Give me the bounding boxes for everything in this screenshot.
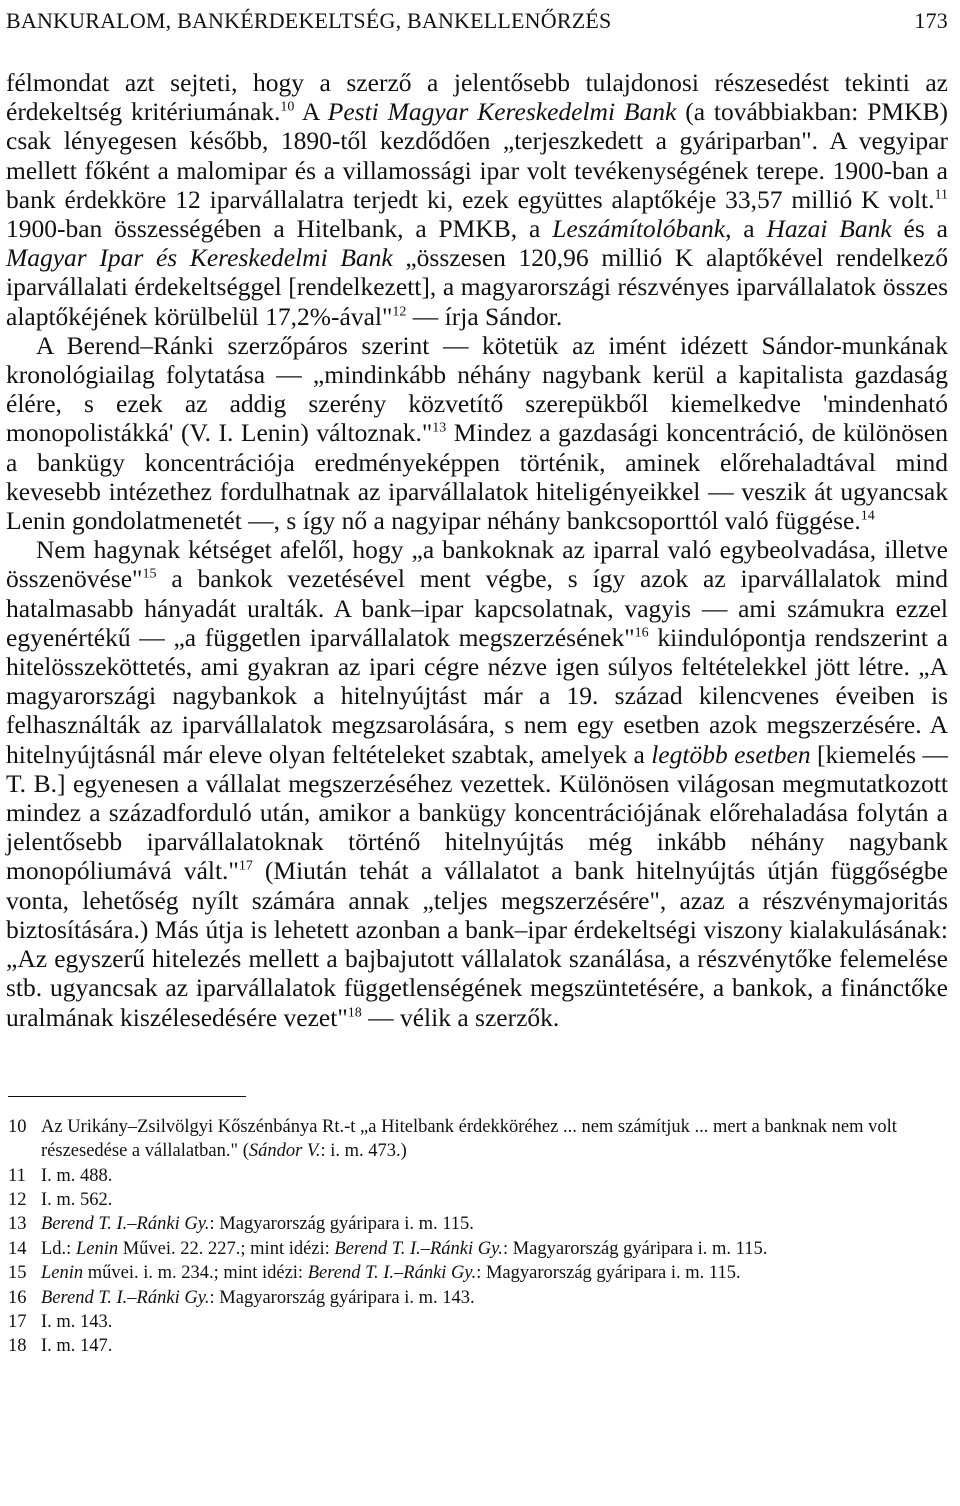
text-run: (a továbbiakban: PMKB) csak lényegesen később, 1890-től kezdődően „terjeszkedett a gyáriparban". A vegyipar mellett főként a malomipar és a villamossági ipar volt tevékenységének terepe. 1900-ban a bank érdekköre 12 iparvállalatra terjedt ki, ezek együttes alaptőkéje 33,57 millió K volt. — [6, 97, 948, 214]
paragraph-2 — [6, 331, 948, 535]
italic-text: Berend T. I.–Ránki Gy. — [41, 1287, 210, 1308]
page-number: 173 — [914, 8, 948, 33]
footnote-number: 11 — [8, 1165, 26, 1186]
footnote-ref: 12 — [392, 304, 407, 320]
italic-text: Hazai Bank — [766, 214, 892, 244]
footnote — [6, 1261, 948, 1285]
paragraph-3 — [6, 535, 948, 1031]
text-run: és a — [891, 214, 948, 244]
footnote — [6, 1334, 948, 1358]
text-run: : Magyarország gyáripara i. m. 115. — [209, 1214, 474, 1235]
text-run: A Berend–Ránki szerzőpáros szerint — kötetük az imént idézett Sándor-munkának kronológiailag folytatása — „mindinkább néhány nagybank kerül a kapitalista gazdaság élére, s ezek az addig szerény közvetítő szerepükből kiemelkedve 'mindenható monopolistákká' (V. I. Lenin) változnak." — [6, 330, 948, 448]
text-run: „összesen 120,96 millió K alaptőkével rendelkező iparvállalati érdekeltséggel [rendelkezett], a magyarországi részvényes iparvállalatok összes alaptőkéjének körülbelül 17,2%-ával" — [6, 243, 948, 331]
italic-text: Berend T. I.–Ránki Gy. — [307, 1263, 477, 1284]
text-run: I. m. 147. — [41, 1336, 113, 1357]
footnote — [6, 1237, 948, 1261]
footnote-ref: 13 — [432, 420, 447, 436]
text-run: — írja Sándor. — [406, 301, 563, 331]
text-run: művei. i. m. 234.; mint idézi: — [83, 1263, 308, 1284]
footnote-ref: 16 — [634, 625, 649, 641]
text-run: : Magyarország gyáripara i. m. 143. — [209, 1287, 475, 1308]
footnote-number: 14 — [8, 1238, 27, 1259]
text-run: kiindulópontja rendszerint a hitelösszeköttetés, ami gyakran az ipari cégre nézve igen súlyos feltételekkel jött létre. „A magyarországi nagybankok a hitelnyújtást már a 19. század kilencvenes éveiben is felhasználták az iparvállalatok megzsarolására, s nem egy esetben azok megszerzésére. A hitelnyújtásnál már eleve olyan feltételeket szabtak, amelyek a — [6, 622, 948, 769]
italic-text: Sándor V. — [248, 1141, 321, 1162]
italic-text: legtöbb esetben — [651, 739, 811, 769]
italic-text: Magyar Ipar és Kereskedelmi Bank — [6, 243, 393, 273]
footnote-ref: 15 — [142, 566, 157, 582]
italic-text: Pesti Magyar Kereskedelmi Bank — [327, 97, 677, 127]
footnote-number: 17 — [8, 1311, 27, 1332]
running-title: BANKURALOM, BANKÉRDEKELTSÉG, BANKELLENŐRZÉS — [6, 8, 612, 33]
footnote-ref: 10 — [280, 99, 295, 115]
italic-text: Berend T. I.–Ránki Gy. — [41, 1214, 210, 1235]
text-run: félmondat azt sejteti, hogy a szerző a jelentősebb tulajdonosi részesedést tekinti az érdekeltség kritériumának. — [6, 68, 948, 127]
footnotes — [6, 1115, 948, 1359]
footnote-ref: 14 — [860, 508, 875, 524]
text-run: : Magyarország gyáripara i. m. 115. — [502, 1238, 768, 1259]
footnote-ref: 11 — [934, 187, 948, 203]
body-text — [6, 68, 948, 1032]
text-run: Az Urikány–Zsilvölgyi Kőszénbánya Rt.-t „a Hitelbank érdekköréhez ... nem számítjuk ... mert a banknak nem volt részesedése a vállalatban." ( — [41, 1116, 897, 1162]
italic-text: Lenin — [75, 1238, 119, 1259]
text-run: Mindez a gazdasági koncentráció, de különösen a bankügy koncentrációja eredményeképpen történik, aminek előrehaladtával mind kevesebb intézethez fordulhatnak az iparvállalatok hiteligényeikkel — veszik át ugyancsak Lenin gondolatmenetét —, s így nő a nagyipar néhány bankcsoporttól való függése. — [6, 418, 948, 536]
footnote-text — [41, 1261, 948, 1285]
footnote-number: 10 — [8, 1116, 27, 1137]
footnote — [6, 1115, 948, 1164]
footnote-number: 13 — [8, 1214, 27, 1235]
footnote — [6, 1286, 948, 1310]
text-run: Művei. 22. 227.; mint idézi: — [118, 1238, 335, 1259]
text-run: A — [294, 97, 328, 127]
text-run: [kiemelés — T. B.] egyenesen a vállalat megszerzéséhez vezettek. Különösen világosan megmutatkozott mindez a századforduló után, amikor a bankügy koncentrációjának előrehaladása folytán a jelentősebb iparvállalatoknak történő hitelnyújtás még inkább néhány nagybank monopóliumává vált." — [6, 739, 949, 886]
footnote-text — [41, 1310, 948, 1334]
paragraph-1 — [6, 68, 948, 331]
text-run: I. m. 488. — [41, 1165, 113, 1186]
footnote-number: 12 — [8, 1189, 27, 1210]
footnote-text — [41, 1212, 948, 1236]
footnote — [6, 1188, 948, 1212]
italic-text: Leszámítolóbank — [552, 214, 726, 244]
text-run: a bankok vezetésével ment végbe, s így azok az iparvállalatok mind hatalmasabb hányadát uralták. A bank–ipar kapcsolatnak, vagyis — ami számukra ezzel egyenértékű — „a független iparvállalatok megszerzésének" — [6, 564, 948, 652]
footnote — [6, 1164, 948, 1188]
text-run: Ld.: — [41, 1238, 76, 1259]
running-header — [6, 0, 948, 46]
footnote-text — [41, 1164, 948, 1188]
italic-text: Lenin — [41, 1263, 84, 1284]
text-run: I. m. 143. — [41, 1311, 113, 1332]
text-run: , a — [725, 214, 767, 244]
footnote-text — [41, 1286, 948, 1310]
footnote-number: 18 — [8, 1336, 27, 1357]
footnote-text — [41, 1188, 948, 1212]
footnote-ref: 18 — [347, 1005, 362, 1020]
footnote-number: 15 — [8, 1263, 27, 1284]
footnote-separator — [8, 1096, 246, 1097]
text-run: : i. m. 473.) — [320, 1141, 407, 1162]
footnote-number: 16 — [8, 1287, 27, 1308]
footnote — [6, 1310, 948, 1334]
footnote-ref: 17 — [238, 858, 253, 874]
text-run: Nem hagynak kétséget afelől, hogy „a bankoknak az iparral való egybeolvadása, illetve összenövése" — [6, 535, 948, 594]
text-run: — vélik a szerzők. — [361, 1002, 560, 1032]
italic-text: Berend T. I.–Ránki Gy. — [334, 1238, 503, 1259]
text-run: (Miután tehát a vállalatot a bank hitelnyújtás útján függőségbe vonta, lehetőség nyílt számára annak „teljes megszerzésére", azaz a részvénymajoritás biztosítására.) Más útja is lehetett azonban a bank–ipar érdekeltségi viszony kialakulásának: „Az egyszerű hitelezés mellett a bajbajutott vállalatok szanálása, a részvénytőke felemelése stb. ugyancsak az iparvállalatok függetlenségének megszüntetésére, a bankok, a finánctőke uralmának kiszélesedésére vezet" — [6, 856, 948, 1032]
footnote-text — [41, 1334, 948, 1358]
footnote-text — [41, 1115, 948, 1164]
text-run: I. m. 562. — [41, 1189, 113, 1210]
text-run: : Magyarország gyáripara i. m. 115. — [476, 1263, 741, 1284]
text-run: 1900-ban összességében a Hitelbank, a PMKB, a — [6, 214, 553, 244]
footnote-text — [41, 1237, 948, 1261]
footnote — [6, 1212, 948, 1236]
